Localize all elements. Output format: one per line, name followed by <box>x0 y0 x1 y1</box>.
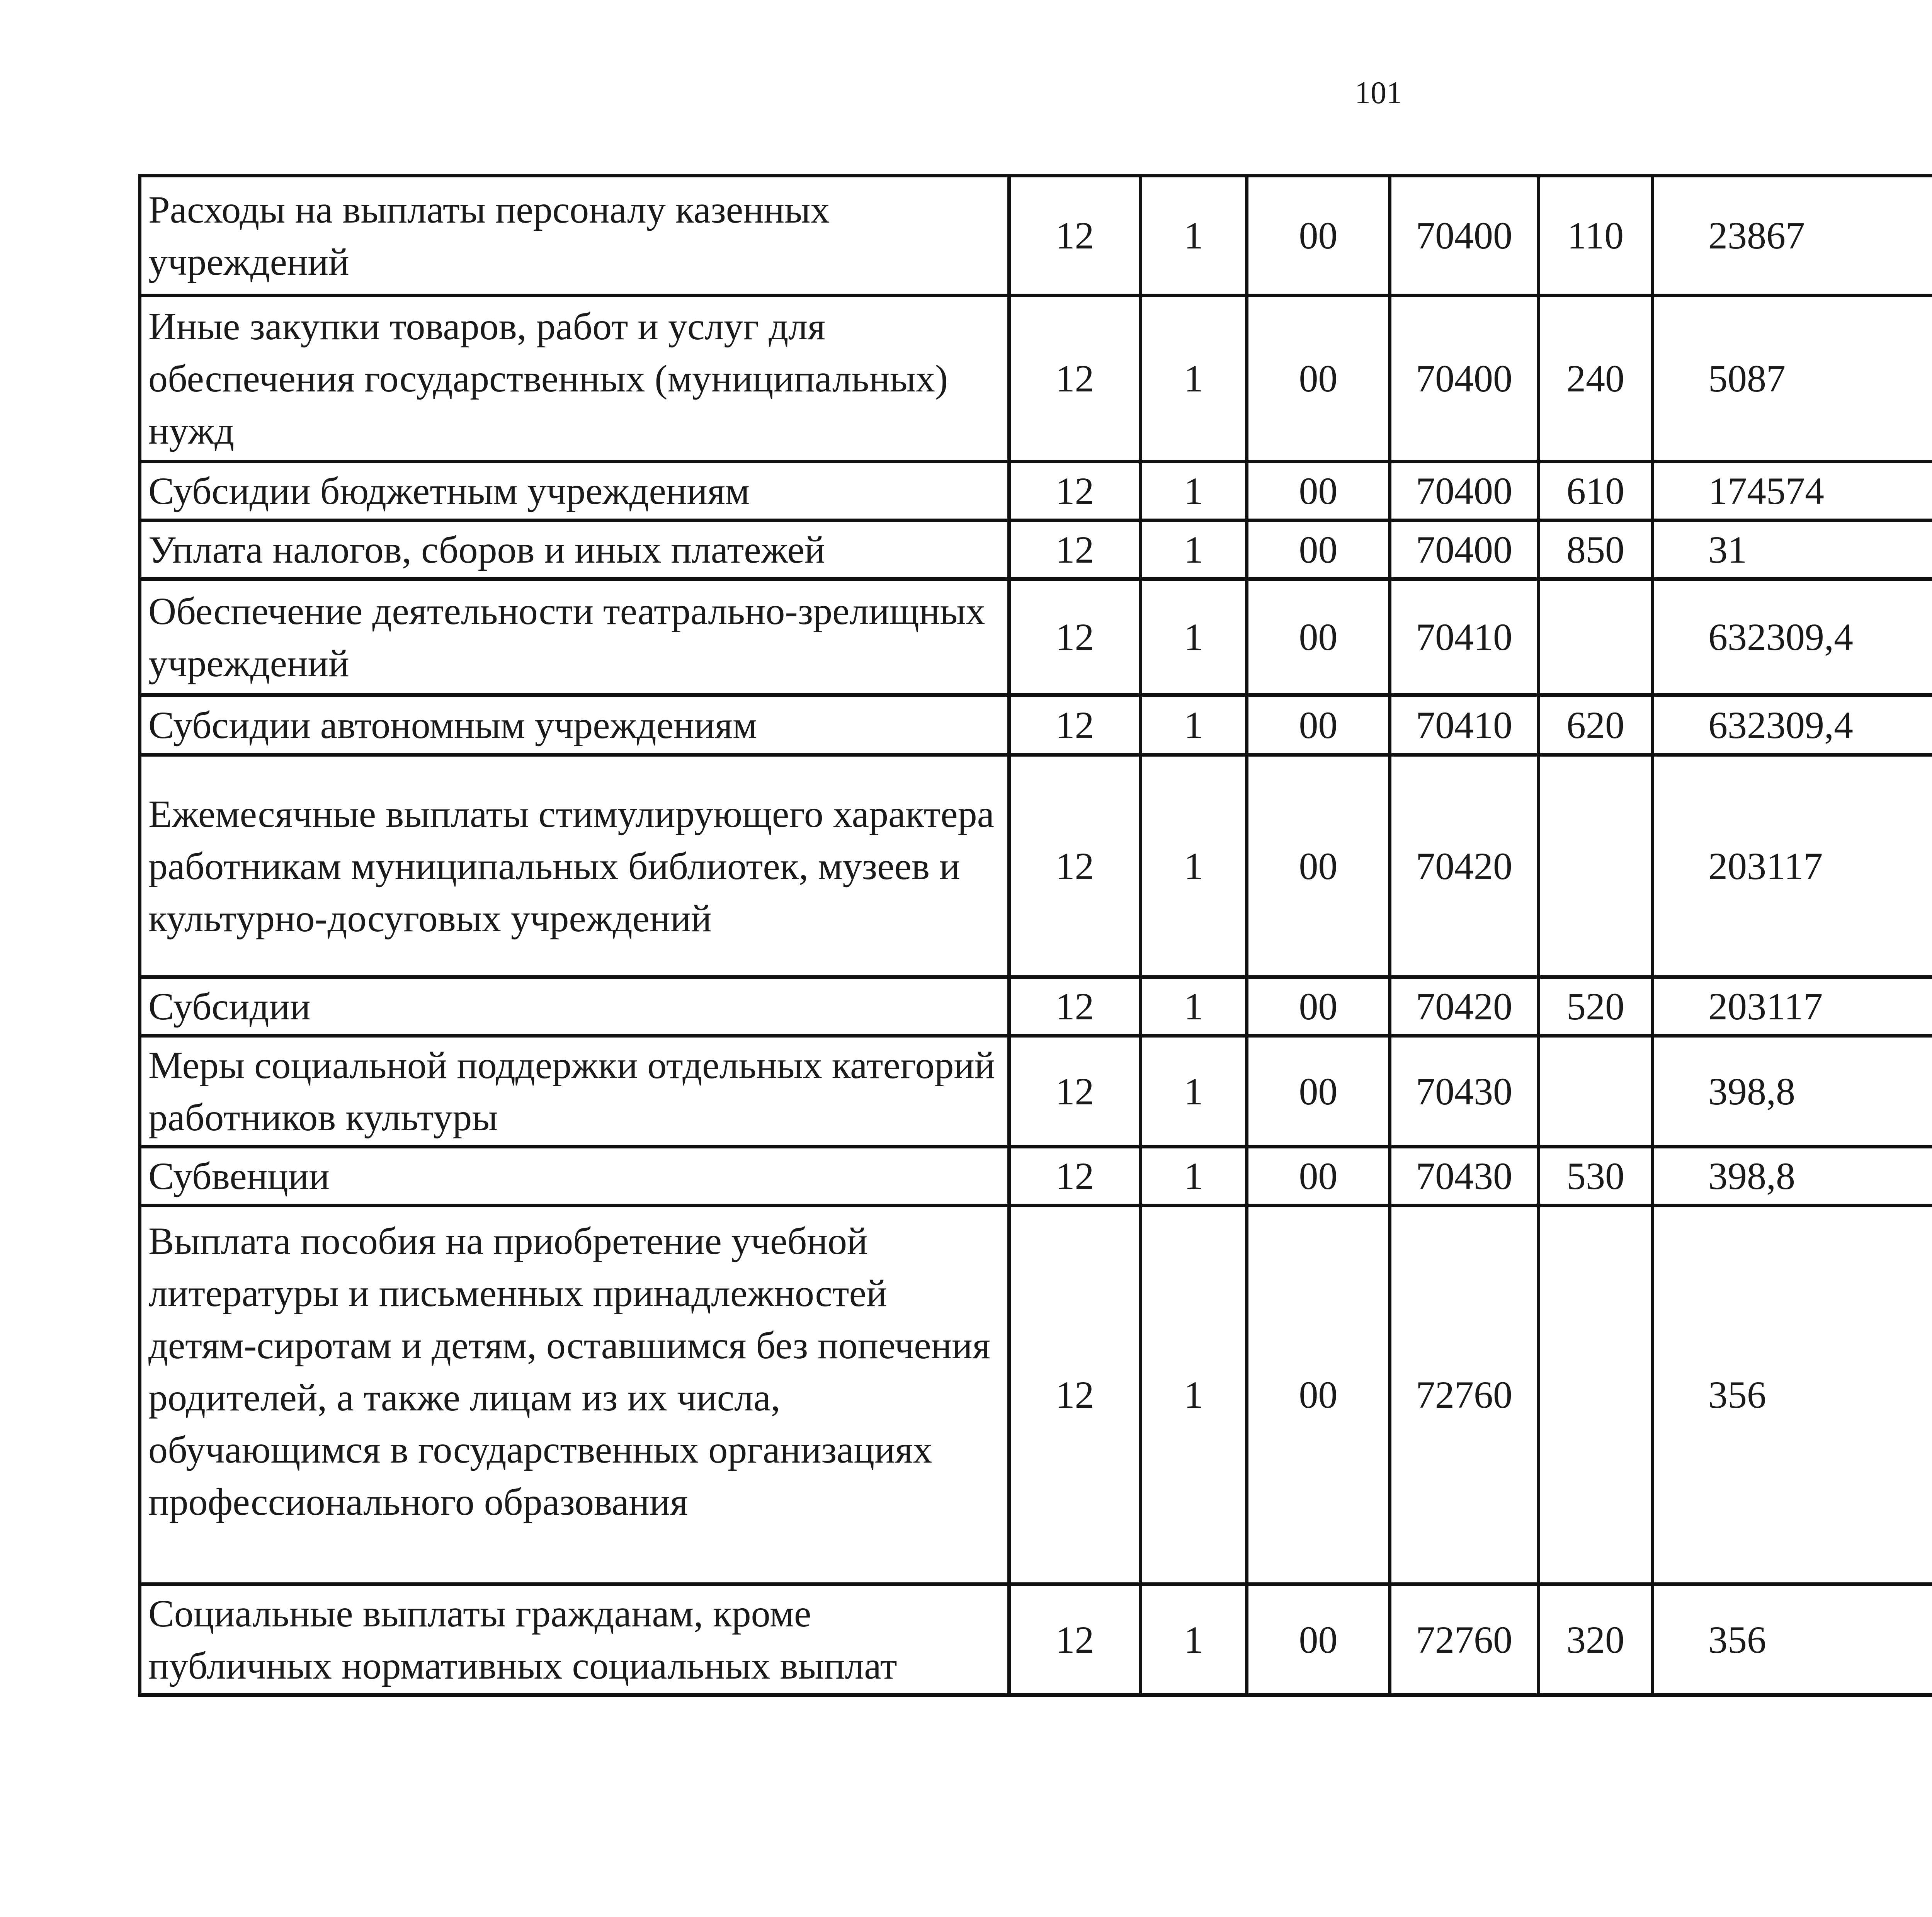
cell-code-5: 610 <box>1539 462 1653 520</box>
cell-code-2: 1 <box>1141 755 1247 977</box>
cell-amount-1: 203117 <box>1653 755 1932 977</box>
cell-code-4: 70430 <box>1390 1036 1539 1147</box>
cell-code-5: 240 <box>1539 296 1653 462</box>
cell-code-2: 1 <box>1141 1036 1247 1147</box>
cell-code-3: 00 <box>1247 755 1390 977</box>
row-name: Выплата пособия на приобретение учебной литературы и письменных принадлежностей детям-сиротам и детям, оставшимся без попечения родителей, а также лицам из их числа, обучающимся в государственных организациях профессионального образования <box>140 1206 1009 1584</box>
cell-code-2: 1 <box>1141 462 1247 520</box>
cell-code-1: 12 <box>1009 176 1141 296</box>
row-name: Уплата налогов, сборов и иных платежей <box>140 520 1009 579</box>
table-row <box>140 695 1932 755</box>
row-name: Субсидии <box>140 977 1009 1036</box>
row-name: Меры социальной поддержки отдельных категорий работников культуры <box>140 1036 1009 1147</box>
cell-code-2: 1 <box>1141 176 1247 296</box>
cell-code-3: 00 <box>1247 1584 1390 1695</box>
row-name: Социальные выплаты гражданам, кроме публичных нормативных социальных выплат <box>140 1584 1009 1695</box>
table-row <box>140 176 1932 296</box>
cell-amount-1: 356 <box>1653 1584 1932 1695</box>
cell-code-5 <box>1539 579 1653 695</box>
table-row <box>140 462 1932 520</box>
cell-amount-1: 398,8 <box>1653 1036 1932 1147</box>
cell-code-3: 00 <box>1247 176 1390 296</box>
cell-code-1: 12 <box>1009 520 1141 579</box>
cell-code-2: 1 <box>1141 1206 1247 1584</box>
cell-code-1: 12 <box>1009 296 1141 462</box>
cell-code-3: 00 <box>1247 579 1390 695</box>
cell-code-3: 00 <box>1247 695 1390 755</box>
cell-code-3: 00 <box>1247 1147 1390 1206</box>
cell-code-1: 12 <box>1009 1147 1141 1206</box>
cell-code-5 <box>1539 1206 1653 1584</box>
cell-code-3: 00 <box>1247 296 1390 462</box>
page-number: 101 <box>1355 75 1402 110</box>
cell-code-1: 12 <box>1009 1036 1141 1147</box>
cell-amount-1: 632309,4 <box>1653 695 1932 755</box>
budget-table <box>138 174 1932 1697</box>
cell-code-5: 530 <box>1539 1147 1653 1206</box>
table-row <box>140 755 1932 977</box>
table-row <box>140 977 1932 1036</box>
cell-code-1: 12 <box>1009 755 1141 977</box>
row-name: Ежемесячные выплаты стимулирующего характера работникам муниципальных библиотек, музеев и культурно-досуговых учреждений <box>140 755 1009 977</box>
cell-code-4: 70410 <box>1390 579 1539 695</box>
cell-code-1: 12 <box>1009 977 1141 1036</box>
row-name: Расходы на выплаты персоналу казенных учреждений <box>140 176 1009 296</box>
cell-code-2: 1 <box>1141 1584 1247 1695</box>
cell-amount-1: 203117 <box>1653 977 1932 1036</box>
cell-code-1: 12 <box>1009 1206 1141 1584</box>
row-name: Субсидии автономным учреждениям <box>140 695 1009 755</box>
cell-code-2: 1 <box>1141 579 1247 695</box>
cell-code-1: 12 <box>1009 1584 1141 1695</box>
cell-code-4: 70420 <box>1390 977 1539 1036</box>
cell-code-2: 1 <box>1141 695 1247 755</box>
cell-code-2: 1 <box>1141 977 1247 1036</box>
cell-code-1: 12 <box>1009 462 1141 520</box>
cell-code-4: 70410 <box>1390 695 1539 755</box>
table-row <box>140 520 1932 579</box>
table-row <box>140 1584 1932 1695</box>
cell-amount-1: 23867 <box>1653 176 1932 296</box>
row-name: Иные закупки товаров, работ и услуг для обеспечения государственных (муниципальных) нужд <box>140 296 1009 462</box>
cell-code-4: 70400 <box>1390 462 1539 520</box>
table-row <box>140 1147 1932 1206</box>
cell-code-5: 110 <box>1539 176 1653 296</box>
cell-code-5: 620 <box>1539 695 1653 755</box>
cell-code-4: 70430 <box>1390 1147 1539 1206</box>
cell-code-3: 00 <box>1247 977 1390 1036</box>
cell-code-4: 70400 <box>1390 520 1539 579</box>
cell-code-5 <box>1539 1036 1653 1147</box>
cell-code-2: 1 <box>1141 1147 1247 1206</box>
cell-code-5: 520 <box>1539 977 1653 1036</box>
cell-code-1: 12 <box>1009 695 1141 755</box>
cell-code-2: 1 <box>1141 296 1247 462</box>
cell-code-5: 850 <box>1539 520 1653 579</box>
row-name: Субвенции <box>140 1147 1009 1206</box>
cell-code-3: 00 <box>1247 1036 1390 1147</box>
cell-code-4: 70400 <box>1390 176 1539 296</box>
table-row <box>140 296 1932 462</box>
cell-code-5: 320 <box>1539 1584 1653 1695</box>
cell-code-1: 12 <box>1009 579 1141 695</box>
row-name: Обеспечение деятельности театрально-зрелищных учреждений <box>140 579 1009 695</box>
cell-code-5 <box>1539 755 1653 977</box>
table-row <box>140 579 1932 695</box>
cell-code-3: 00 <box>1247 1206 1390 1584</box>
cell-code-3: 00 <box>1247 462 1390 520</box>
cell-amount-1: 31 <box>1653 520 1932 579</box>
table-row <box>140 1036 1932 1147</box>
cell-code-4: 70420 <box>1390 755 1539 977</box>
cell-amount-1: 174574 <box>1653 462 1932 520</box>
cell-code-4: 70400 <box>1390 296 1539 462</box>
table-row <box>140 1206 1932 1584</box>
cell-amount-1: 5087 <box>1653 296 1932 462</box>
cell-amount-1: 356 <box>1653 1206 1932 1584</box>
cell-amount-1: 632309,4 <box>1653 579 1932 695</box>
cell-code-4: 72760 <box>1390 1584 1539 1695</box>
row-name: Субсидии бюджетным учреждениям <box>140 462 1009 520</box>
cell-amount-1: 398,8 <box>1653 1147 1932 1206</box>
cell-code-3: 00 <box>1247 520 1390 579</box>
cell-code-4: 72760 <box>1390 1206 1539 1584</box>
cell-code-2: 1 <box>1141 520 1247 579</box>
